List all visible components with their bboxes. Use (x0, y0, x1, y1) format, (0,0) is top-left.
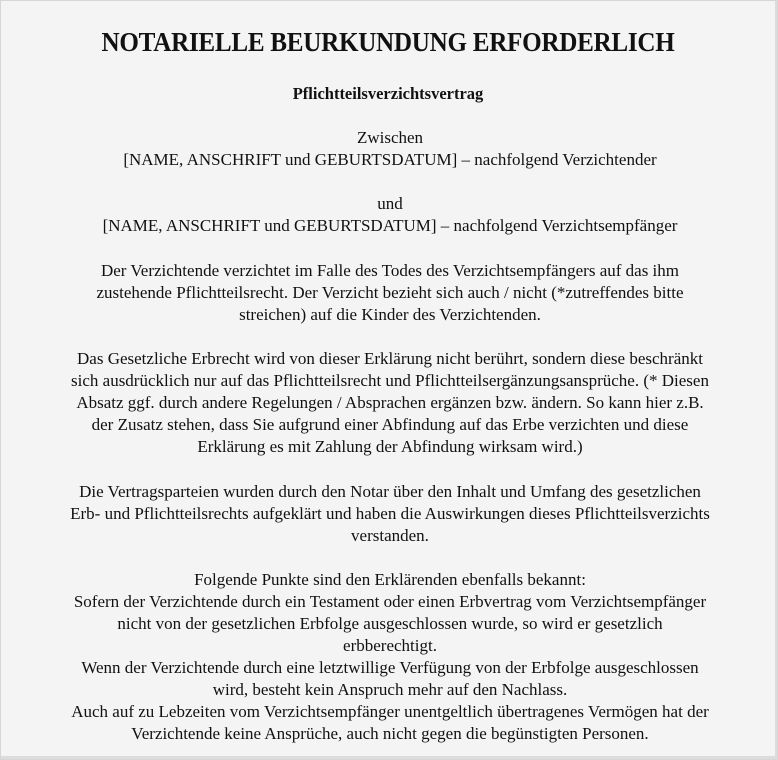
paragraph-statutory-inheritance (1, 348, 778, 458)
paragraph-line: Die Vertragsparteien wurden durch den Notar über den Inhalt und Umfang des gesetzlichen (79, 482, 701, 501)
paragraph-line: Das Gesetzliche Erbrecht wird von dieser Erklärung nicht berührt, sondern diese beschränkt (77, 349, 703, 368)
document-title: NOTARIELLE BEURKUNDUNG ERFORDERLICH (101, 27, 675, 57)
paragraph-line: nicht von der gesetzlichen Erbfolge ausgeschlossen wurde, so wird er gesetzlich (117, 614, 663, 633)
party-2: [NAME, ANSCHRIFT und GEBURTSDATUM] – nachfolgend Verzichtsempfänger (102, 216, 678, 235)
paragraph-line: der Zusatz stehen, dass Sie aufgrund einer Abfindung auf das Erbe verzichten und diese (91, 415, 689, 434)
paragraph-line: Auch auf zu Lebzeiten vom Verzichtsempfänger unentgeltlich übertragenes Vermögen hat der (71, 702, 709, 721)
paragraph-line: verstanden. (351, 526, 429, 545)
paragraph-line: Wenn der Verzichtende durch eine letztwillige Verfügung von der Erbfolge ausgeschlossen (81, 658, 699, 677)
paragraph-line: zustehende Pflichtteilsrecht. Der Verzicht bezieht sich auch / nicht (*zutreffendes bitte (96, 283, 684, 302)
parties-section-2 (1, 193, 778, 237)
document-page (1, 1, 777, 759)
paragraph-line: Sofern der Verzichtende durch ein Testament oder einen Erbvertrag vom Verzichtsempfänger (73, 592, 707, 611)
paragraph-line: streichen) auf die Kinder des Verzichtenden. (239, 305, 541, 324)
paragraph-waiver (1, 260, 778, 326)
paragraph-known-points (1, 569, 778, 745)
party-1: [NAME, ANSCHRIFT und GEBURTSDATUM] – nachfolgend Verzichtender (123, 150, 657, 169)
paragraph-line: wird, besteht kein Anspruch mehr auf den Nachlass. (212, 680, 568, 699)
paragraph-line: Folgende Punkte sind den Erklärenden ebenfalls bekannt: (194, 570, 586, 589)
paragraph-line: erbberechtigt. (343, 636, 437, 655)
paragraph-notary-advice (1, 481, 778, 547)
paragraph-line: Verzichtende keine Ansprüche, auch nicht gegen die begünstigten Personen. (131, 724, 649, 743)
paragraph-line: Erb- und Pflichtteilsrechts aufgeklärt und haben die Auswirkungen dieses Pflichtteilsverzichts (70, 504, 710, 523)
document-subtitle: Pflichtteilsverzichtsvertrag (292, 84, 484, 103)
paragraph-line: Erklärung es mit Zahlung der Abfindung wirksam wird.) (197, 437, 583, 456)
between-label: Zwischen (356, 128, 424, 147)
parties-section (1, 127, 778, 171)
paragraph-line: Absatz ggf. durch andere Regelungen / Absprachen ergänzen bzw. ändern. So kann hier z.B. (76, 393, 704, 412)
paragraph-line: Der Verzichtende verzichtet im Falle des Todes des Verzichtsempfängers auf das ihm (100, 261, 680, 280)
paragraph-line: sich ausdrücklich nur auf das Pflichtteilsrecht und Pflichtteilsergänzungsansprüche. (* Diesen (71, 371, 709, 390)
and-label: und (377, 194, 403, 213)
